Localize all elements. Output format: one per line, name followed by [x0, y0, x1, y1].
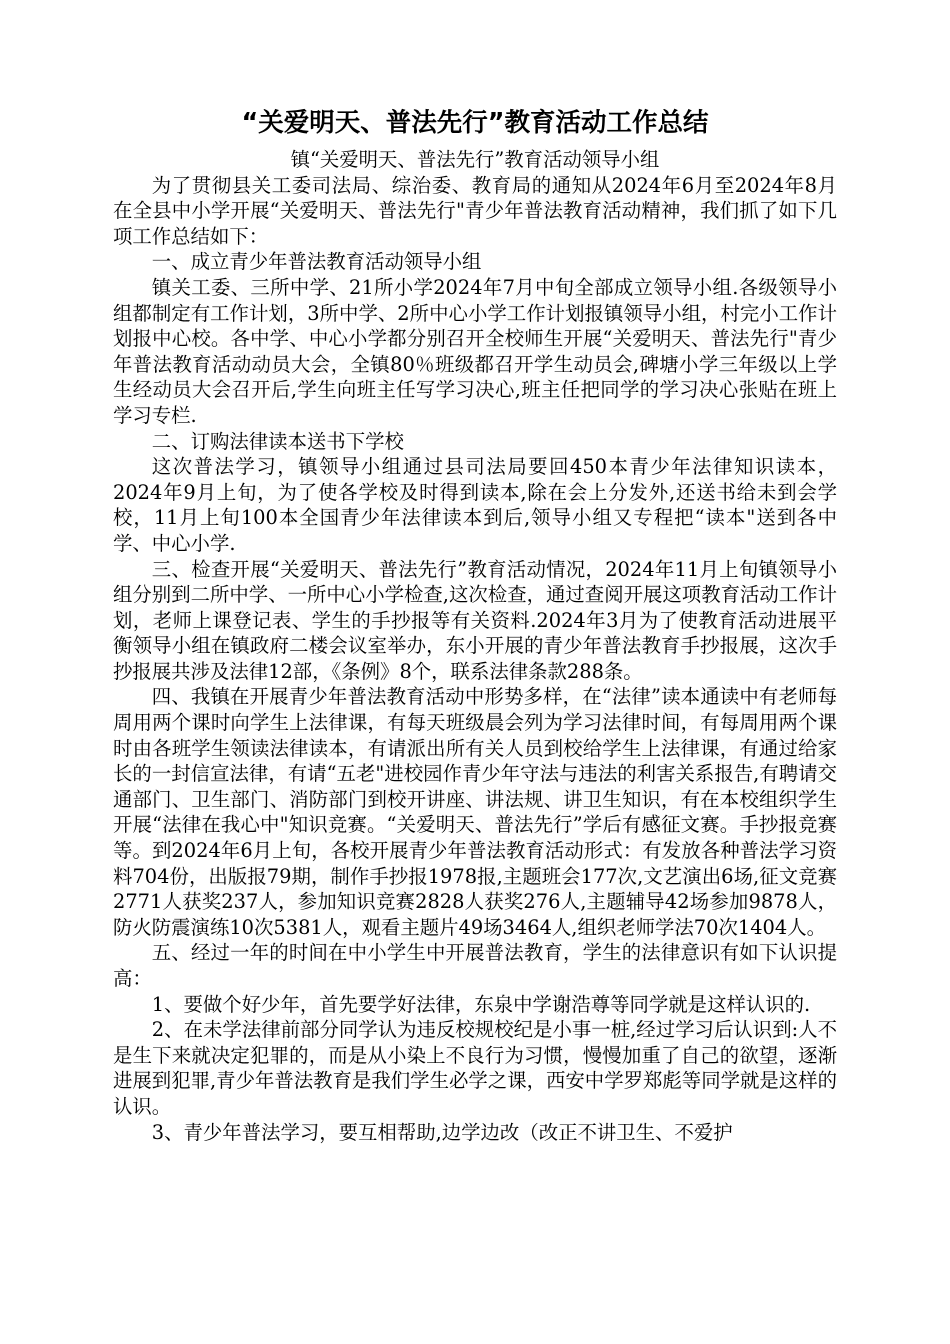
body-paragraph: 这次普法学习，镇领导小组通过县司法局要回450本青少年法律知识读本，2024年9月上旬，为了使各学校及时得到读本,除在会上分发外,还送书给未到会学校，11月上旬100本全国青少年法律读本到后,领导小组又专程把“读本"送到各中学、中心小学. [113, 455, 837, 555]
document-body [113, 173, 837, 1146]
list-item: 1、要做个好少年，首先要学好法律，东泉中学谢浩尊等同学就是这样认识的. [151, 992, 811, 1016]
section-heading-1: 一、成立青少年普法教育活动领导小组 [151, 250, 482, 274]
list-item: 3、青少年普法学习，要互相帮助,边学边改（改正不讲卫生、不爱护 [151, 1120, 733, 1144]
intro-paragraph: 为了贯彻县关工委司法局、综治委、教育局的通知从2024年6月至2024年8月在全县中小学开展“关爱明天、普法先行"青少年普法教育活动精神，我们抓了如下几项工作总结如下： [113, 173, 837, 248]
body-paragraph: 镇关工委、三所中学、21所小学2024年7月中旬全部成立领导小组.各级领导小组都制定有工作计划，3所中学、2所中心小学工作计划报镇领导小组，村完小工作计划报中心校。各中学、中心小学都分别召开全校师生开展“关爱明天、普法先行"青少年普法教育活动动员大会，全镇80％班级都召开学生动员会,碑塘小学三年级以上学生经动员大会召开后,学生向班主任写学习决心,班主任把同学的学习决心张贴在班上学习专栏. [113, 275, 837, 427]
section-paragraph-4: 四、我镇在开展青少年普法教育活动中形势多样，在“法律”读本通读中有老师每周用两个课时向学生上法律课，有每天班级晨会列为学习法律时间，有每周用两个课时由各班学生领读法律读本，有请派出所有关人员到校给学生上法律课，有通过给家长的一封信宣法律，有请“五老"进校园作青少年守法与违法的利害关系报告,有聘请交通部门、卫生部门、消防部门到校开讲座、讲法规、讲卫生知识，有在本校组织学生开展“法律在我心中"知识竞赛。“关爱明天、普法先行”学后有感征文赛。手抄报竞赛等。到2024年6月上旬，各校开展青少年普法教育活动形式：有发放各种普法学习资料704份，出版报79期，制作手抄报1978报,主题班会177次,文艺演出6场,征文竞赛2771人获奖237人，参加知识竞赛2828人获奖276人,主题辅导42场参加9878人，防火防震演练10次5381人，观看主题片49场3464人,组织老师学法70次1404人。 [113, 685, 837, 939]
section-paragraph-3: 三、检查开展“关爱明天、普法先行”教育活动情况，2024年11月上旬镇领导小组分别到二所中学、一所中心小学检查,这次检查，通过查阅开展这项教育活动工作计划，老师上课登记表、学生的手抄报等有关资料.2024年3月为了使教育活动进展平衡领导小组在镇政府二楼会议室举办，东小开展的青少年普法教育手抄报展，这次手抄报展共涉及法律12部，《条例》8个，联系法律条款288条。 [113, 557, 837, 683]
section-paragraph-5: 五、经过一年的时间在中小学生中开展普法教育，学生的法律意识有如下认识提高： [113, 941, 837, 990]
document-page [113, 103, 837, 1145]
section-heading-2: 二、订购法律读本送书下学校 [151, 429, 404, 453]
list-item: 2、在未学法律前部分同学认为违反校规校纪是小事一桩,经过学习后认识到:人不是生下来就决定犯罪的，而是从小染上不良行为习惯，慢慢加重了自己的欲望，逐渐进展到犯罪,青少年普法教育是我们学生必学之课，西安中学罗郑彪等同学就是这样的认识。 [113, 1018, 837, 1118]
document-subtitle: 镇“关爱明天、普法先行”教育活动领导小组 [290, 148, 660, 171]
document-title: “关爱明天、普法先行”教育活动工作总结 [241, 108, 709, 138]
